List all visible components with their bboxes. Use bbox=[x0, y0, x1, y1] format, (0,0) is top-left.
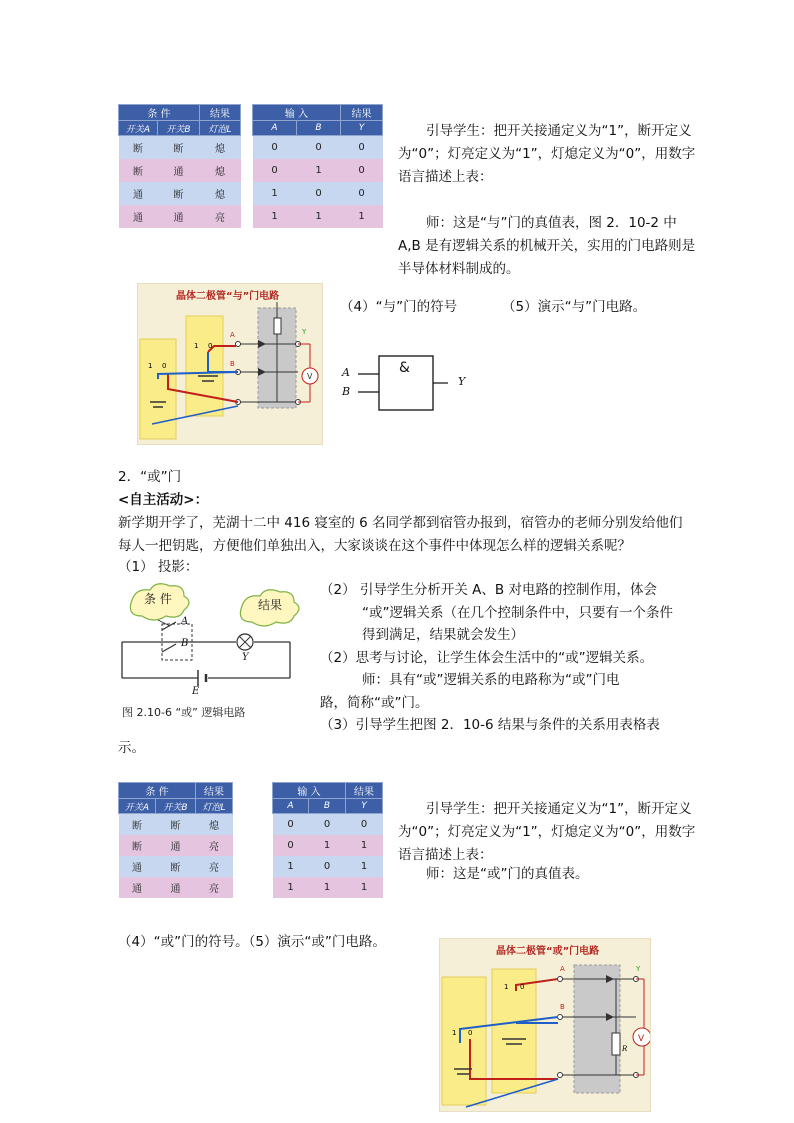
step-2-line-1: （2） 引导学生分析开关 A、B 对电路的控制作用，体会 bbox=[320, 582, 657, 598]
table-cell: 亮 bbox=[196, 856, 233, 877]
table-cell: 0 bbox=[297, 182, 341, 205]
table-cell: 1 bbox=[297, 205, 341, 228]
svg-text:B: B bbox=[560, 1003, 565, 1011]
table-cell: 断 bbox=[119, 159, 158, 182]
step-4-line-2: 路，简称“或”门。 bbox=[320, 695, 429, 711]
table-header: B bbox=[309, 799, 346, 814]
table-cell: 1 bbox=[297, 159, 341, 182]
table-cell: 0 bbox=[273, 814, 309, 835]
table-cell: 通 bbox=[119, 182, 158, 205]
table-cell: 通 bbox=[119, 877, 156, 898]
svg-text:A: A bbox=[230, 331, 235, 339]
svg-text:R: R bbox=[622, 1045, 628, 1053]
table-cell: 断 bbox=[156, 856, 196, 877]
and-condition-table bbox=[118, 104, 241, 228]
figure-label-e: E bbox=[192, 686, 200, 697]
table-cell: 1 bbox=[346, 856, 383, 877]
figure-label-y: Y bbox=[242, 652, 249, 663]
step-2-line-2: “或”逻辑关系（在几个控制条件中，只要有一个条件 bbox=[362, 605, 673, 621]
or-instruction-text: 引导学生：把开关接通定义为“1”，断开定义为“0”；灯亮定义为“1”，灯熄定义为“0”，用数字语言描述上表： bbox=[398, 801, 696, 863]
table-header: 条 件 bbox=[119, 105, 200, 121]
table-header: 输 入 bbox=[273, 783, 346, 799]
gate-input-b: B bbox=[342, 385, 351, 398]
or-section-heading: 2．“或”门 bbox=[118, 469, 182, 485]
table-cell: 断 bbox=[119, 136, 158, 159]
figure-label-a: A bbox=[181, 616, 189, 627]
table-header: 结果 bbox=[196, 783, 233, 799]
or-teacher-text: 师：这是“或”门的真值表。 bbox=[426, 866, 589, 882]
step-3-text: （2）思考与讨论，让学生体会生活中的“或”逻辑关系。 bbox=[320, 650, 654, 666]
circuit-title: 晶体二极管“与”门电路 bbox=[176, 291, 280, 302]
svg-text:0: 0 bbox=[208, 342, 213, 350]
and-gate-circuit-image bbox=[137, 283, 323, 445]
table-cell: 1 bbox=[346, 835, 383, 856]
table-header: 结果 bbox=[341, 105, 383, 121]
svg-text:B: B bbox=[230, 360, 235, 368]
table-cell: 通 bbox=[119, 856, 156, 877]
table-cell: 0 bbox=[309, 814, 346, 835]
figure-cloud-result: 结果 bbox=[258, 598, 283, 612]
or-truth-table bbox=[272, 782, 383, 898]
table-cell: 通 bbox=[156, 835, 196, 856]
svg-text:V: V bbox=[638, 1034, 645, 1044]
or-circuit-drawing bbox=[440, 939, 650, 1111]
table-cell: 断 bbox=[119, 835, 156, 856]
table-cell: 0 bbox=[253, 159, 297, 182]
svg-text:1: 1 bbox=[504, 983, 509, 991]
table-header: 开关A bbox=[119, 121, 158, 136]
table-header: 输 入 bbox=[253, 105, 341, 121]
svg-text:Y: Y bbox=[302, 328, 307, 336]
step-1-label: （1） 投影： bbox=[118, 559, 199, 575]
svg-text:1: 1 bbox=[452, 1029, 457, 1037]
table-header: Y bbox=[346, 799, 383, 814]
table-cell: 0 bbox=[297, 136, 341, 159]
or-bottom-line: （4）“或”门的符号。（5）演示“或”门电路。 bbox=[118, 934, 386, 950]
table-header: 灯泡L bbox=[196, 799, 233, 814]
table-header: 开关A bbox=[119, 799, 156, 814]
step-2-line-3: 得到满足，结果就会发生） bbox=[362, 627, 524, 643]
table-cell: 1 bbox=[253, 205, 297, 228]
table-cell: 通 bbox=[158, 159, 200, 182]
table-cell: 通 bbox=[156, 877, 196, 898]
table-cell: 1 bbox=[309, 877, 346, 898]
table-header: A bbox=[273, 799, 309, 814]
table-cell: 1 bbox=[309, 835, 346, 856]
table-cell: 0 bbox=[341, 182, 383, 205]
table-header: 结果 bbox=[200, 105, 241, 121]
table-cell: 1 bbox=[341, 205, 383, 228]
svg-text:V: V bbox=[307, 372, 313, 381]
svg-text:0: 0 bbox=[468, 1029, 473, 1037]
table-header: 开关B bbox=[156, 799, 196, 814]
table-cell: 0 bbox=[346, 814, 383, 835]
figure-caption: 图 2.10-6 “或” 逻辑电路 bbox=[122, 706, 246, 719]
or-logic-figure bbox=[118, 580, 308, 720]
and-symbol-label: （4）“与”门的符号 bbox=[340, 299, 458, 315]
table-cell: 断 bbox=[158, 136, 200, 159]
table-cell: 1 bbox=[273, 877, 309, 898]
table-cell: 通 bbox=[158, 205, 200, 228]
table-cell: 断 bbox=[158, 182, 200, 205]
table-header: 灯泡L bbox=[200, 121, 241, 136]
table-header: B bbox=[297, 121, 341, 136]
table-cell: 0 bbox=[341, 159, 383, 182]
and-teacher-text: 师：这是“与”门的真值表，图 2．10-2 中 A,B 是有逻辑关系的机械开关，实用的门电路则是半导体材料制成的。 bbox=[398, 215, 696, 277]
table-cell: 熄 bbox=[200, 136, 241, 159]
svg-text:Y: Y bbox=[636, 965, 641, 973]
table-cell: 亮 bbox=[200, 205, 241, 228]
gate-input-a: A bbox=[342, 366, 350, 379]
table-cell: 0 bbox=[273, 835, 309, 856]
table-cell: 0 bbox=[253, 136, 297, 159]
table-header: A bbox=[253, 121, 297, 136]
circuit-title: 晶体二极管“或”门电路 bbox=[496, 946, 600, 957]
step-5-line-2: 示。 bbox=[118, 740, 145, 756]
figure-label-b: B bbox=[181, 638, 189, 649]
svg-text:0: 0 bbox=[520, 983, 525, 991]
and-demo-label: （5）演示“与”门电路。 bbox=[502, 299, 647, 315]
table-cell: 熄 bbox=[200, 182, 241, 205]
svg-text:A: A bbox=[560, 965, 565, 973]
or-condition-table bbox=[118, 782, 233, 898]
table-header: Y bbox=[341, 121, 383, 136]
svg-text:1: 1 bbox=[148, 362, 153, 370]
table-cell: 断 bbox=[119, 814, 156, 835]
table-cell: 熄 bbox=[196, 814, 233, 835]
and-truth-table bbox=[252, 104, 383, 228]
table-header: 结果 bbox=[346, 783, 383, 799]
table-cell: 1 bbox=[253, 182, 297, 205]
table-cell: 亮 bbox=[196, 835, 233, 856]
table-cell: 通 bbox=[119, 205, 158, 228]
table-header: 条 件 bbox=[119, 783, 196, 799]
svg-text:1: 1 bbox=[194, 342, 199, 350]
gate-symbol-text: & bbox=[399, 360, 410, 376]
activity-heading: <自主活动>： bbox=[118, 492, 209, 508]
table-cell: 断 bbox=[156, 814, 196, 835]
table-cell: 1 bbox=[346, 877, 383, 898]
table-cell: 1 bbox=[273, 856, 309, 877]
step-5-line-1: （3）引导学生把图 2．10-6 结果与条件的关系用表格表 bbox=[320, 717, 660, 733]
gate-output-y: Y bbox=[458, 375, 466, 388]
table-cell: 0 bbox=[309, 856, 346, 877]
and-instruction-text: 引导学生：把开关接通定义为“1”，断开定义为“0”；灯亮定义为“1”，灯熄定义为“0”，用数字语言描述上表： bbox=[398, 123, 696, 185]
table-cell: 熄 bbox=[200, 159, 241, 182]
table-cell: 0 bbox=[341, 136, 383, 159]
or-gate-circuit-image bbox=[439, 938, 651, 1112]
svg-text:0: 0 bbox=[162, 362, 167, 370]
table-header: 开关B bbox=[158, 121, 200, 136]
and-circuit-drawing bbox=[138, 284, 322, 444]
table-cell: 亮 bbox=[196, 877, 233, 898]
step-4-line-1: 师：具有“或”逻辑关系的电路称为“或”门电 bbox=[362, 672, 620, 688]
activity-intro: 新学期开学了，芜湖十二中 416 寝室的 6 名同学都到宿管办报到，宿管办的老师分别发给他们每人一把钥匙，方便他们单独出入，大家谈谈在这个事件中体现怎么样的逻辑关系呢？ bbox=[118, 515, 683, 554]
figure-cloud-conditions: 条 件 bbox=[144, 592, 172, 606]
